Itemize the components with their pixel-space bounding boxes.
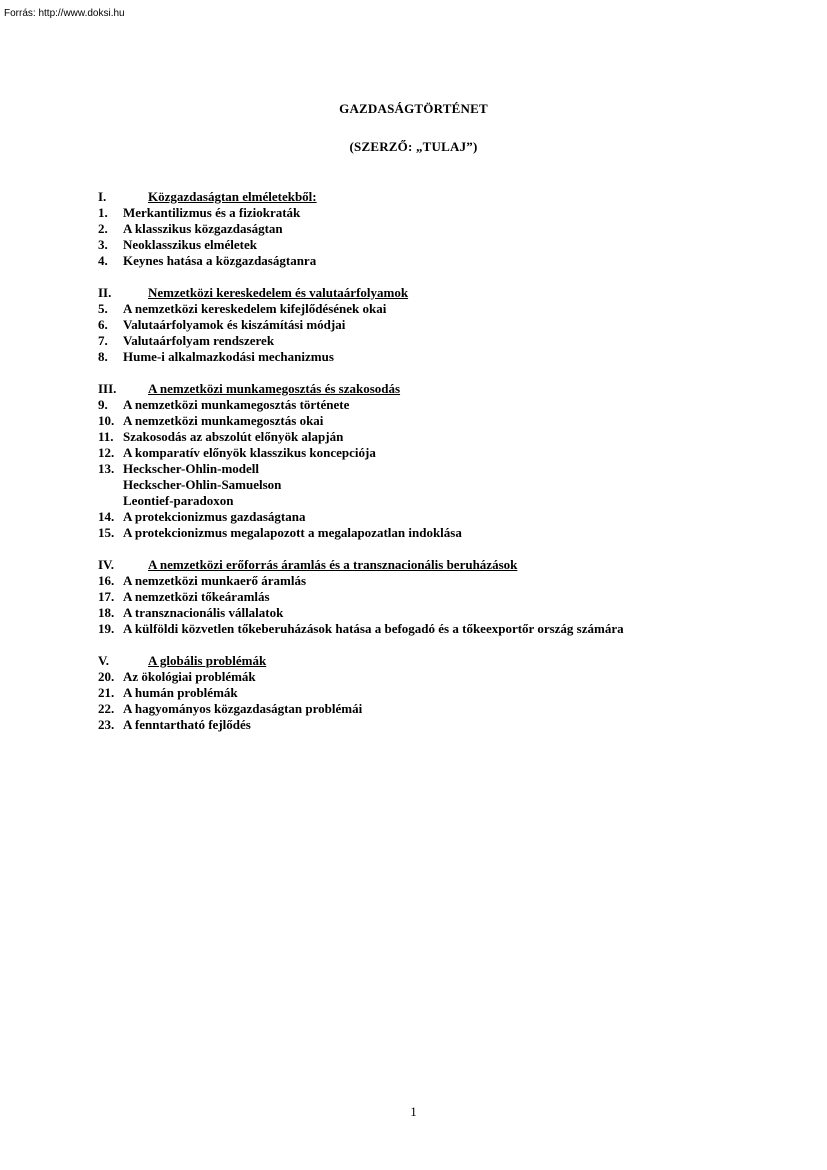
item-text: A nemzetközi kereskedelem kifejlődésének okai	[123, 301, 387, 316]
item-number: 4.	[98, 253, 108, 268]
item-text: A transznacionális vállalatok	[123, 605, 284, 620]
toc-item	[98, 701, 798, 717]
section-number: V.	[98, 653, 109, 668]
item-number: 18.	[98, 605, 115, 620]
toc-section	[98, 285, 798, 365]
item-text: Neoklasszikus elméletek	[123, 237, 257, 252]
section-title: A nemzetközi munkamegosztás és szakosodás	[148, 381, 401, 396]
section-number: I.	[98, 189, 107, 204]
item-text: Szakosodás az abszolút előnyök alapján	[123, 429, 344, 444]
toc-item	[98, 445, 798, 461]
toc-item	[98, 621, 798, 637]
section-heading	[98, 285, 798, 301]
item-number: 16.	[98, 573, 115, 588]
item-text: Az ökológiai problémák	[123, 669, 256, 684]
toc-section	[98, 189, 798, 269]
toc-item	[98, 253, 798, 269]
toc-item	[98, 605, 798, 621]
item-number: 21.	[98, 685, 115, 700]
toc-item	[98, 333, 798, 349]
item-number: 14.	[98, 509, 115, 524]
item-text: Valutaárfolyam rendszerek	[123, 333, 275, 348]
item-text: A nemzetközi tőkeáramlás	[123, 589, 270, 604]
toc-section	[98, 381, 798, 541]
toc-item	[98, 669, 798, 685]
section-title: Nemzetközi kereskedelem és valutaárfolyamok	[148, 285, 409, 300]
toc-item	[98, 221, 798, 237]
page-number: 1	[410, 1104, 417, 1119]
item-text: Merkantilizmus és a fiziokraták	[123, 205, 301, 220]
item-text: Keynes hatása a közgazdaságtanra	[123, 253, 317, 268]
toc-item	[98, 237, 798, 253]
section-number: IV.	[98, 557, 115, 572]
table-of-contents	[98, 189, 798, 749]
toc-item	[98, 493, 798, 509]
document-subtitle: (SZERZŐ: „TULAJ”)	[349, 139, 478, 154]
toc-item	[98, 525, 798, 541]
section-heading	[98, 381, 798, 397]
item-number: 17.	[98, 589, 115, 604]
item-number: 12.	[98, 445, 115, 460]
item-text: A hagyományos közgazdaságtan problémái	[123, 701, 363, 716]
section-heading	[98, 653, 798, 669]
item-number: 22.	[98, 701, 115, 716]
item-text: A komparatív előnyök klasszikus koncepciója	[123, 445, 376, 460]
section-number: III.	[98, 381, 117, 396]
item-text: A nemzetközi munkaerő áramlás	[123, 573, 307, 588]
item-number: 9.	[98, 397, 108, 412]
item-number: 5.	[98, 301, 108, 316]
toc-item	[98, 397, 798, 413]
toc-item	[98, 349, 798, 365]
section-title: Közgazdaságtan elméletekből:	[148, 189, 317, 204]
toc-item	[98, 509, 798, 525]
document-title: GAZDASÁGTÖRTÉNET	[339, 101, 488, 116]
toc-item	[98, 477, 798, 493]
item-number: 2.	[98, 221, 108, 236]
item-text: A humán problémák	[123, 685, 238, 700]
toc-item	[98, 573, 798, 589]
item-number: 20.	[98, 669, 115, 684]
item-text: A klasszikus közgazdaságtan	[123, 221, 283, 236]
item-text: A külföldi közvetlen tőkeberuházások hatása a befogadó és a tőkeexportőr ország számára	[123, 621, 624, 636]
toc-item	[98, 301, 798, 317]
toc-item	[98, 317, 798, 333]
toc-item	[98, 589, 798, 605]
toc-item	[98, 205, 798, 221]
toc-item	[98, 413, 798, 429]
item-number: 3.	[98, 237, 108, 252]
item-number: 1.	[98, 205, 108, 220]
item-text: Hume-i alkalmazkodási mechanizmus	[123, 349, 334, 364]
item-text: A fenntartható fejlődés	[123, 717, 251, 732]
item-number: 19.	[98, 621, 115, 636]
source-note: Forrás: http://www.doksi.hu	[4, 8, 125, 19]
section-heading	[98, 189, 798, 205]
toc-section	[98, 557, 798, 637]
item-text: Heckscher-Ohlin-Samuelson	[123, 477, 282, 492]
section-number: II.	[98, 285, 112, 300]
item-number: 6.	[98, 317, 108, 332]
item-number: 10.	[98, 413, 115, 428]
item-number: 23.	[98, 717, 115, 732]
section-title: A nemzetközi erőforrás áramlás és a transznacionális beruházások	[148, 557, 518, 572]
toc-item	[98, 717, 798, 733]
item-number: 13.	[98, 461, 115, 476]
item-number: 7.	[98, 333, 108, 348]
item-text: A nemzetközi munkamegosztás okai	[123, 413, 324, 428]
item-number: 11.	[98, 429, 114, 444]
toc-item	[98, 429, 798, 445]
section-heading	[98, 557, 798, 573]
toc-item	[98, 461, 798, 477]
toc-item	[98, 685, 798, 701]
toc-section	[98, 653, 798, 733]
section-title: A globális problémák	[148, 653, 267, 668]
item-text: Heckscher-Ohlin-modell	[123, 461, 260, 476]
item-number: 8.	[98, 349, 108, 364]
item-number: 15.	[98, 525, 115, 540]
item-text: Valutaárfolyamok és kiszámítási módjai	[123, 317, 346, 332]
item-text: A protekcionizmus megalapozott a megalapozatlan indoklása	[123, 525, 462, 540]
item-text: A protekcionizmus gazdaságtana	[123, 509, 306, 524]
item-text: Leontief-paradoxon	[123, 493, 234, 508]
item-text: A nemzetközi munkamegosztás története	[123, 397, 350, 412]
